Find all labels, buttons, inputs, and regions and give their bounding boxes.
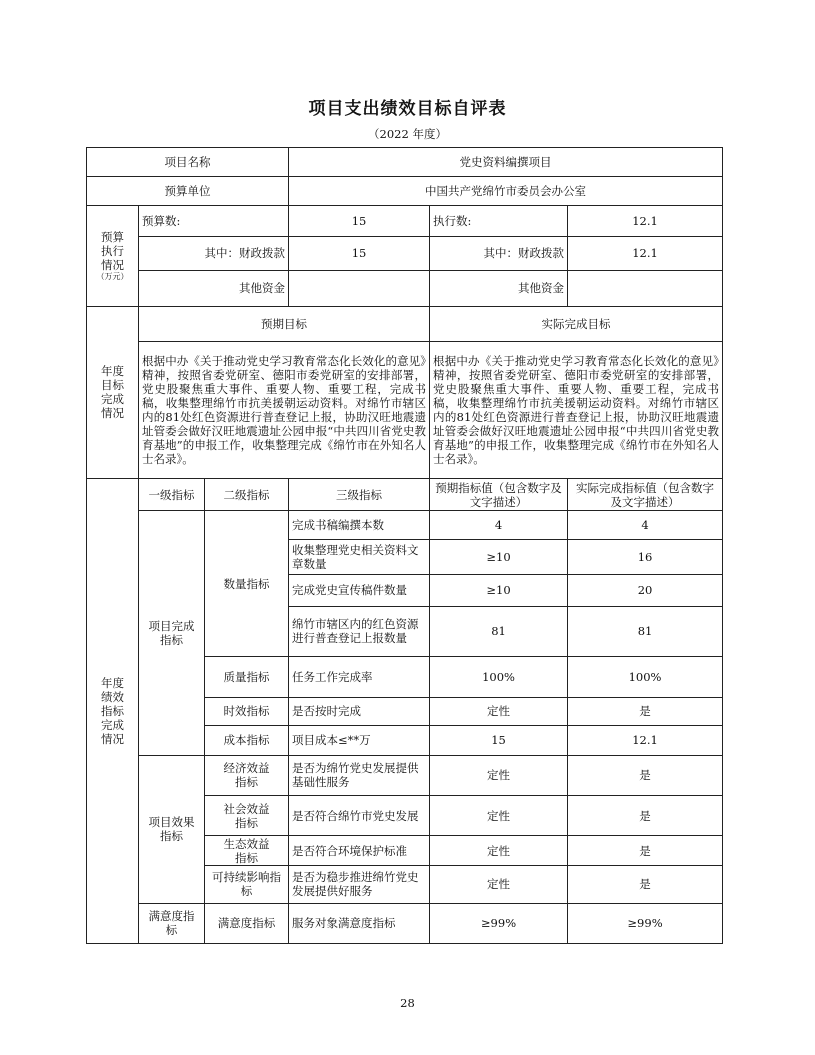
fiscal-budget-value: 15 <box>289 236 430 270</box>
actual-value: 是 <box>568 698 723 725</box>
level2-header: 二级指标 <box>205 479 289 511</box>
actual-value: 81 <box>568 606 723 656</box>
level2-indicator <box>205 836 289 866</box>
effect-indicators-text: 项目效果指标 <box>148 815 195 844</box>
expected-value: 15 <box>430 725 568 755</box>
actual-value: ≥99% <box>568 903 723 943</box>
effect-indicators-label <box>139 755 205 903</box>
table-row <box>87 903 723 943</box>
budget-amount-value: 15 <box>289 206 430 236</box>
expected-value: 4 <box>430 511 568 540</box>
satisfaction-indicators-label <box>139 903 205 943</box>
expected-value: 定性 <box>430 795 568 835</box>
other-funds-label: 其他资金 <box>139 270 289 306</box>
level2-indicator <box>205 795 289 835</box>
expected-value: 定性 <box>430 755 568 795</box>
expected-value: 定性 <box>430 698 568 725</box>
fiscal-exec-label: 其中：财政拨款 <box>430 236 568 270</box>
other-exec-label: 其他资金 <box>430 270 568 306</box>
level3-indicator: 收集整理党史相关资料文章数量 <box>289 540 430 574</box>
completion-indicators-label <box>139 511 205 755</box>
actual-value: 是 <box>568 755 723 795</box>
expected-value: 100% <box>430 657 568 698</box>
expected-goal-header: 预期目标 <box>139 306 430 341</box>
actual-value: 12.1 <box>568 725 723 755</box>
table-row <box>87 511 723 540</box>
performance-table <box>86 147 723 944</box>
expected-value: 定性 <box>430 836 568 866</box>
level1-header: 一级指标 <box>139 479 205 511</box>
indicators-section-label <box>87 479 139 944</box>
page-title: 项目支出绩效目标自评表 <box>308 99 507 119</box>
level2-indicator-text: 社会效益指标 <box>223 801 270 830</box>
exec-amount-label: 执行数: <box>430 206 568 236</box>
expected-goal-text: 根据中办《关于推动党史学习教育常态化长效化的意见》精神，按照省委党研室、德阳市委党研室的安排部署，党史股聚焦重大事件、重要人物、重要工程，完成书稿，收集整理绵竹市抗美援朝运动资料。对绵竹市辖区内的81处红色资源进行普查登记上报，协助汉旺地震遗址管委会做好汉旺地震遗址公园申报“中共四川省党史教育基地”的申报工作，收集整理完成《绵竹市在外知名人士名录》。 <box>139 342 430 479</box>
level2-indicator-text: 经济效益指标 <box>223 761 270 790</box>
budget-section-label <box>87 206 139 307</box>
expected-value-header: 预期指标值（包含数字及文字描述） <box>430 479 568 511</box>
budget-unit-label: 预算单位 <box>87 177 289 206</box>
budget-section-text: 预算执行情况 <box>101 230 124 273</box>
project-name-value: 党史资料编撰项目 <box>289 148 723 177</box>
fiscal-exec-value: 12.1 <box>568 236 723 270</box>
report-year: （2022 年度） <box>368 127 447 141</box>
actual-goal-header: 实际完成目标 <box>430 306 723 341</box>
budget-unit-note: （万元） <box>96 272 129 282</box>
actual-value: 是 <box>568 866 723 903</box>
level2-indicator: 满意度指标 <box>205 903 289 943</box>
level3-header: 三级指标 <box>289 479 430 511</box>
fiscal-budget-label: 其中：财政拨款 <box>139 236 289 270</box>
actual-value: 100% <box>568 657 723 698</box>
expected-value: 定性 <box>430 866 568 903</box>
level3-indicator: 完成书稿编撰本数 <box>289 511 430 540</box>
other-exec-value <box>568 270 723 306</box>
level2-indicator-text: 可持续影响指标 <box>212 870 282 899</box>
level2-indicator: 时效指标 <box>205 698 289 725</box>
actual-value-header: 实际完成指标值（包含数字及文字描述） <box>568 479 723 511</box>
actual-value: 是 <box>568 836 723 866</box>
actual-value: 20 <box>568 574 723 606</box>
level3-indicator: 是否为稳步推进绵竹党史发展提供好服务 <box>289 866 430 903</box>
expected-value: ≥10 <box>430 540 568 574</box>
actual-value: 是 <box>568 795 723 835</box>
level3-indicator: 完成党史宣传稿件数量 <box>289 574 430 606</box>
indicators-section-text: 年度绩效指标完成情况 <box>101 676 124 747</box>
other-funds-value <box>289 270 430 306</box>
level2-indicator <box>205 755 289 795</box>
project-name-label: 项目名称 <box>87 148 289 177</box>
level3-indicator: 服务对象满意度指标 <box>289 903 430 943</box>
exec-amount-value: 12.1 <box>568 206 723 236</box>
level3-indicator: 是否符合环境保护标准 <box>289 836 430 866</box>
page-number: 28 <box>400 996 415 1010</box>
level2-indicator: 成本指标 <box>205 725 289 755</box>
level3-indicator: 项目成本≤**万 <box>289 725 430 755</box>
expected-value: 81 <box>430 606 568 656</box>
table-row <box>87 755 723 795</box>
actual-goal-text: 根据中办《关于推动党史学习教育常态化长效化的意见》精神，按照省委党研室、德阳市委党研室的安排部署，党史股聚焦重大事件、重要人物、重要工程，完成书稿，收集整理绵竹市抗美援朝运动资料。对绵竹市辖区内的81处红色资源进行普查登记上报，协助汉旺地震遗址管委会做好汉旺地震遗址公园申报“中共四川省党史教育基地”的申报工作，收集整理完成《绵竹市在外知名人士名录》。 <box>430 342 723 479</box>
level2-indicator: 质量指标 <box>205 657 289 698</box>
level3-indicator: 是否按时完成 <box>289 698 430 725</box>
actual-value: 16 <box>568 540 723 574</box>
level3-indicator: 绵竹市辖区内的红色资源进行普查登记上报数量 <box>289 606 430 656</box>
quantity-indicators-label: 数量指标 <box>205 511 289 657</box>
completion-indicators-text: 项目完成指标 <box>148 618 195 647</box>
level3-indicator: 是否符合绵竹市党史发展 <box>289 795 430 835</box>
level3-indicator: 是否为绵竹党史发展提供基础性服务 <box>289 755 430 795</box>
level2-indicator <box>205 866 289 903</box>
goals-section-label <box>87 306 139 478</box>
actual-value: 4 <box>568 511 723 540</box>
satisfaction-indicators-text: 满意度指标 <box>148 909 195 938</box>
expected-value: ≥10 <box>430 574 568 606</box>
budget-amount-label: 预算数: <box>139 206 289 236</box>
goals-section-text: 年度目标完成情况 <box>101 364 124 421</box>
budget-unit-value: 中国共产党绵竹市委员会办公室 <box>289 177 723 206</box>
expected-value: ≥99% <box>430 903 568 943</box>
level3-indicator: 任务工作完成率 <box>289 657 430 698</box>
level2-indicator-text: 生态效益指标 <box>223 836 270 865</box>
